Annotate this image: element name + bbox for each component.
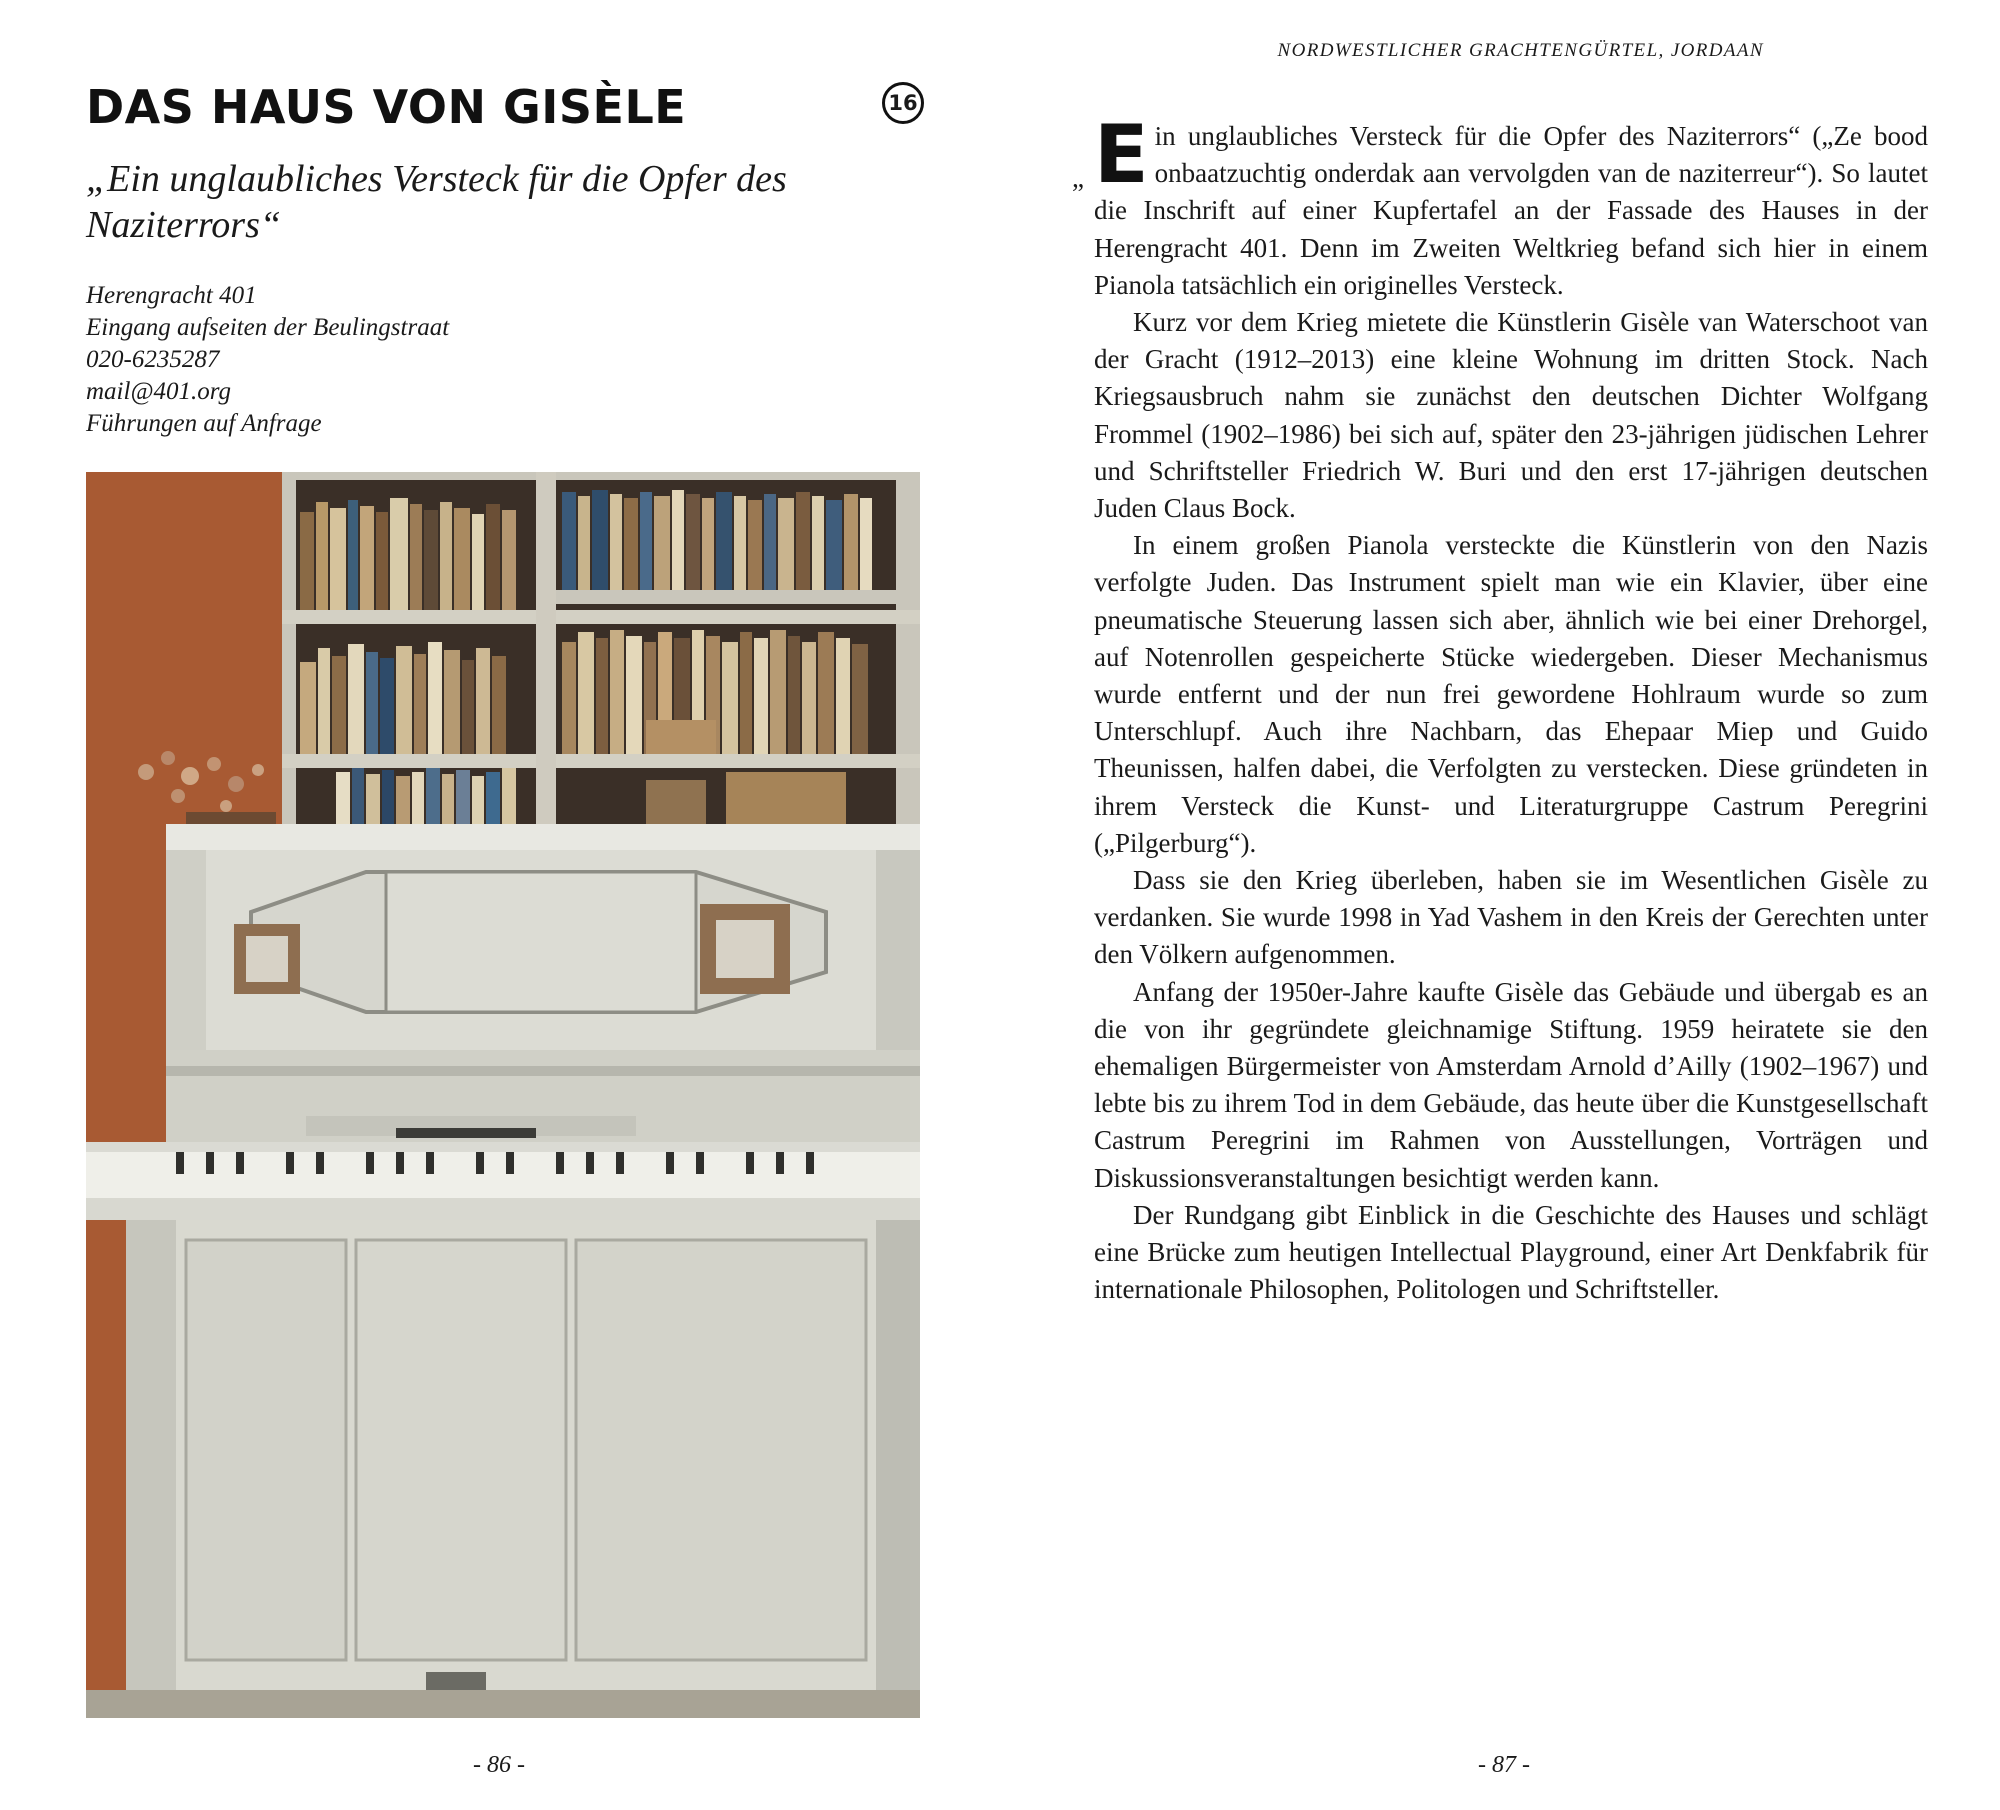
paragraph: in unglaubliches Versteck für die Opfer des Naziterrors“ („Ze bood onbaatzuchtig onderdak aan vervolgden van de naziterreur“). So lautet die Inschrift auf einer Kupfertafel an der Fassade des Hauses in der Herengracht 401. Denn im Zweiten Weltkrieg befand sich hier in einem Pianola tatsächlich ein originelles Versteck. [1094, 121, 1928, 300]
drop-cap: E [1094, 108, 1149, 201]
running-header: NORDWESTLICHER GRACHTENGÜRTEL, JORDAAN [1277, 40, 1764, 61]
pianola-photo [86, 472, 920, 1718]
page-title: DAS HAUS VON GISÈLE [86, 80, 687, 134]
location-number-badge: 16 [882, 82, 924, 124]
address-line: Herengracht 401 [86, 282, 257, 309]
article-body [1072, 108, 1928, 1309]
paragraph: Kurz vor dem Krieg mietete die Künstlerin Gisèle van Waterschoot van der Gracht (1912–2013) eine kleine Wohnung im dritten Stock. Nach Kriegsausbruch nahm sie zunächst den deutschen Dichter Wolfgang Frommel (1902–1986) bei sich auf, später den 23-jährigen jüdischen Lehrer und Schriftsteller Friedrich W. Buri und den erst 17-jährigen deutschen Juden Claus Bock. [1094, 307, 1928, 524]
paragraph: Der Rundgang gibt Einblick in die Geschichte des Hauses und schlägt eine Brücke zum heutigen Intellectual Playground, einer Art Denkfabrik für internationale Philosophen, Politologen und Schriftsteller. [1094, 1199, 1928, 1305]
paragraph: Dass sie den Krieg überleben, haben sie im Wesentlichen Gisèle zu verdanken. Sie wurde 1998 in Yad Vashem in den Kreis der Gerechten unter den Völkern aufgenommen. [1094, 865, 1928, 970]
subtitle-quote: „Ein unglaubliches Versteck für die Opfer des Naziterrors“ [86, 158, 787, 246]
right-page [1000, 0, 2000, 1810]
paragraph: Anfang der 1950er-Jahre kaufte Gisèle das Gebäude und übergab es an die von ihr gegründete gleichnamige Stiftung. 1959 heiratete sie den ehemaligen Bürgermeister von Amsterdam Arnold d’Ailly (1902–1967) und lebte bis zu ihrem Tod in dem Gebäude, das heute über die Kunstgesellschaft Castrum Peregrini im Rahmen von Ausstellungen, Vorträgen und Diskussionsveranstaltungen besichtigt werden kann. [1094, 976, 1928, 1193]
tours-line: Führungen auf Anfrage [86, 410, 322, 437]
page-number-right: - 87 - [1478, 1752, 1530, 1778]
paragraph: In einem großen Pianola versteckte die Künstlerin von den Nazis verfolgte Juden. Das Instrument spielt man wie ein Klavier, über eine pneumatische Steuerung lassen sich aber, ähnlich wie bei einer Drehorgel, auf Notenrollen gespeicherte Stücke wiedergeben. Dieser Mechanismus wurde entfernt und der nun frei gewordene Hohlraum wurde so zum Unterschlupf. Auch ihre Nachbarn, das Ehepaar Miep und Guido Theunissen, halfen dabei, die Verfolgten zu verstecken. Diese gründeten in ihrem Versteck die Kunst- und Literaturgruppe Castrum Peregrini („Pilgerburg“). [1094, 530, 1928, 858]
phone-line: 020-6235287 [86, 346, 220, 373]
entrance-line: Eingang aufseiten der Beulingstraat [86, 314, 450, 341]
opening-quote-mark: „ [1072, 163, 1084, 193]
email-line: mail@401.org [86, 378, 231, 405]
address-info-list [86, 280, 449, 440]
page-number-left: - 86 - [473, 1752, 525, 1778]
